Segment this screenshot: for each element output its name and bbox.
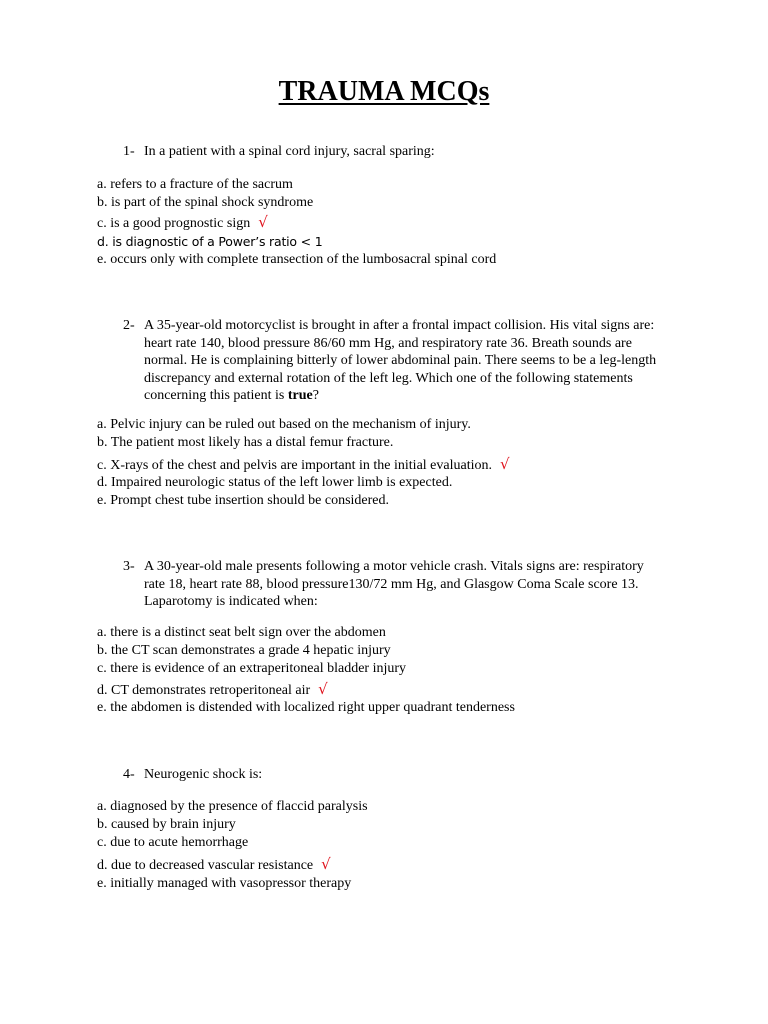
- correct-check-icon: √: [321, 855, 331, 873]
- option-3a: a. there is a distinct seat belt sign over the abdomen: [97, 625, 386, 640]
- option-2e: e. Prompt chest tube insertion should be considered.: [97, 493, 389, 508]
- option-2c: [97, 455, 510, 475]
- correct-check-icon: √: [318, 680, 328, 698]
- option-4c: c. due to acute hemorrhage: [97, 835, 249, 850]
- question-4-stem: [123, 766, 683, 784]
- option-2d: d. Impaired neurologic status of the left lower limb is expected.: [97, 475, 453, 490]
- question-text-line: normal. He is complaining bitterly of lower abdominal pain. There seems to be a leg-length: [144, 353, 657, 368]
- question-text: In a patient with a spinal cord injury, sacral sparing:: [144, 144, 435, 159]
- question-number: 4-: [123, 767, 135, 782]
- option-4e: e. initially managed with vasopressor therapy: [97, 876, 352, 891]
- question-number: 2-: [123, 318, 135, 333]
- correct-check-icon: √: [500, 455, 510, 473]
- option-3b: b. the CT scan demonstrates a grade 4 hepatic injury: [97, 643, 391, 658]
- option-2a: a. Pelvic injury can be ruled out based on the mechanism of injury.: [97, 417, 471, 432]
- option-1e: e. occurs only with complete transection of the lumbosacral spinal cord: [97, 252, 497, 267]
- question-2-stem: [123, 317, 683, 405]
- option-1a: a. refers to a fracture of the sacrum: [97, 177, 293, 192]
- option-4a: a. diagnosed by the presence of flaccid paralysis: [97, 799, 368, 814]
- option-2b: b. The patient most likely has a distal femur fracture.: [97, 435, 394, 450]
- question-number: 1-: [123, 144, 135, 159]
- option-3e: e. the abdomen is distended with localized right upper quadrant tenderness: [97, 700, 515, 715]
- emphasis-true: true: [287, 388, 313, 403]
- option-1b: b. is part of the spinal shock syndrome: [97, 195, 314, 210]
- question-1-stem: [123, 143, 683, 161]
- page-title: TRAUMA MCQs: [278, 76, 490, 107]
- question-text-line: discrepancy and external rotation of the left leg. Which one of the following statements: [144, 370, 633, 386]
- option-1c: [97, 213, 268, 233]
- question-number: 3-: [123, 559, 135, 574]
- option-3d: [97, 680, 328, 700]
- option-label: c. is a good prognostic sign: [97, 216, 251, 231]
- question-text-line: rate 18, heart rate 88, blood pressure130/72 mm Hg, and Glasgow Coma Scale score 13.: [144, 576, 639, 592]
- question-text: Neurogenic shock is:: [144, 767, 263, 782]
- question-text-line: A 30-year-old male presents following a motor vehicle crash. Vitals signs are: respiratory: [144, 559, 644, 574]
- option-3c: c. there is evidence of an extraperitoneal bladder injury: [97, 661, 407, 676]
- question-text-line: [144, 387, 683, 405]
- correct-check-icon: √: [258, 213, 268, 231]
- option-label: c. X-rays of the chest and pelvis are important in the initial evaluation.: [97, 458, 492, 473]
- question-text-fragment: concerning this patient is: [144, 388, 288, 403]
- option-label: d. due to decreased vascular resistance: [97, 858, 314, 873]
- question-text-line: Laparotomy is indicated when:: [144, 594, 318, 609]
- option-4b: b. caused by brain injury: [97, 817, 236, 832]
- question-text-line: A 35-year-old motorcyclist is brought in after a frontal impact collision. His vital signs are:: [144, 318, 655, 333]
- option-4d: [97, 855, 331, 875]
- question-3-stem: [123, 558, 683, 611]
- question-text-fragment: ?: [312, 388, 319, 403]
- option-1d: d. is diagnostic of a Power’s ratio < 1: [97, 234, 323, 249]
- question-text-line: heart rate 140, blood pressure 86/60 mm Hg, and respiratory rate 36. Breath sounds are: [144, 335, 632, 351]
- option-label: d. CT demonstrates retroperitoneal air: [97, 683, 311, 698]
